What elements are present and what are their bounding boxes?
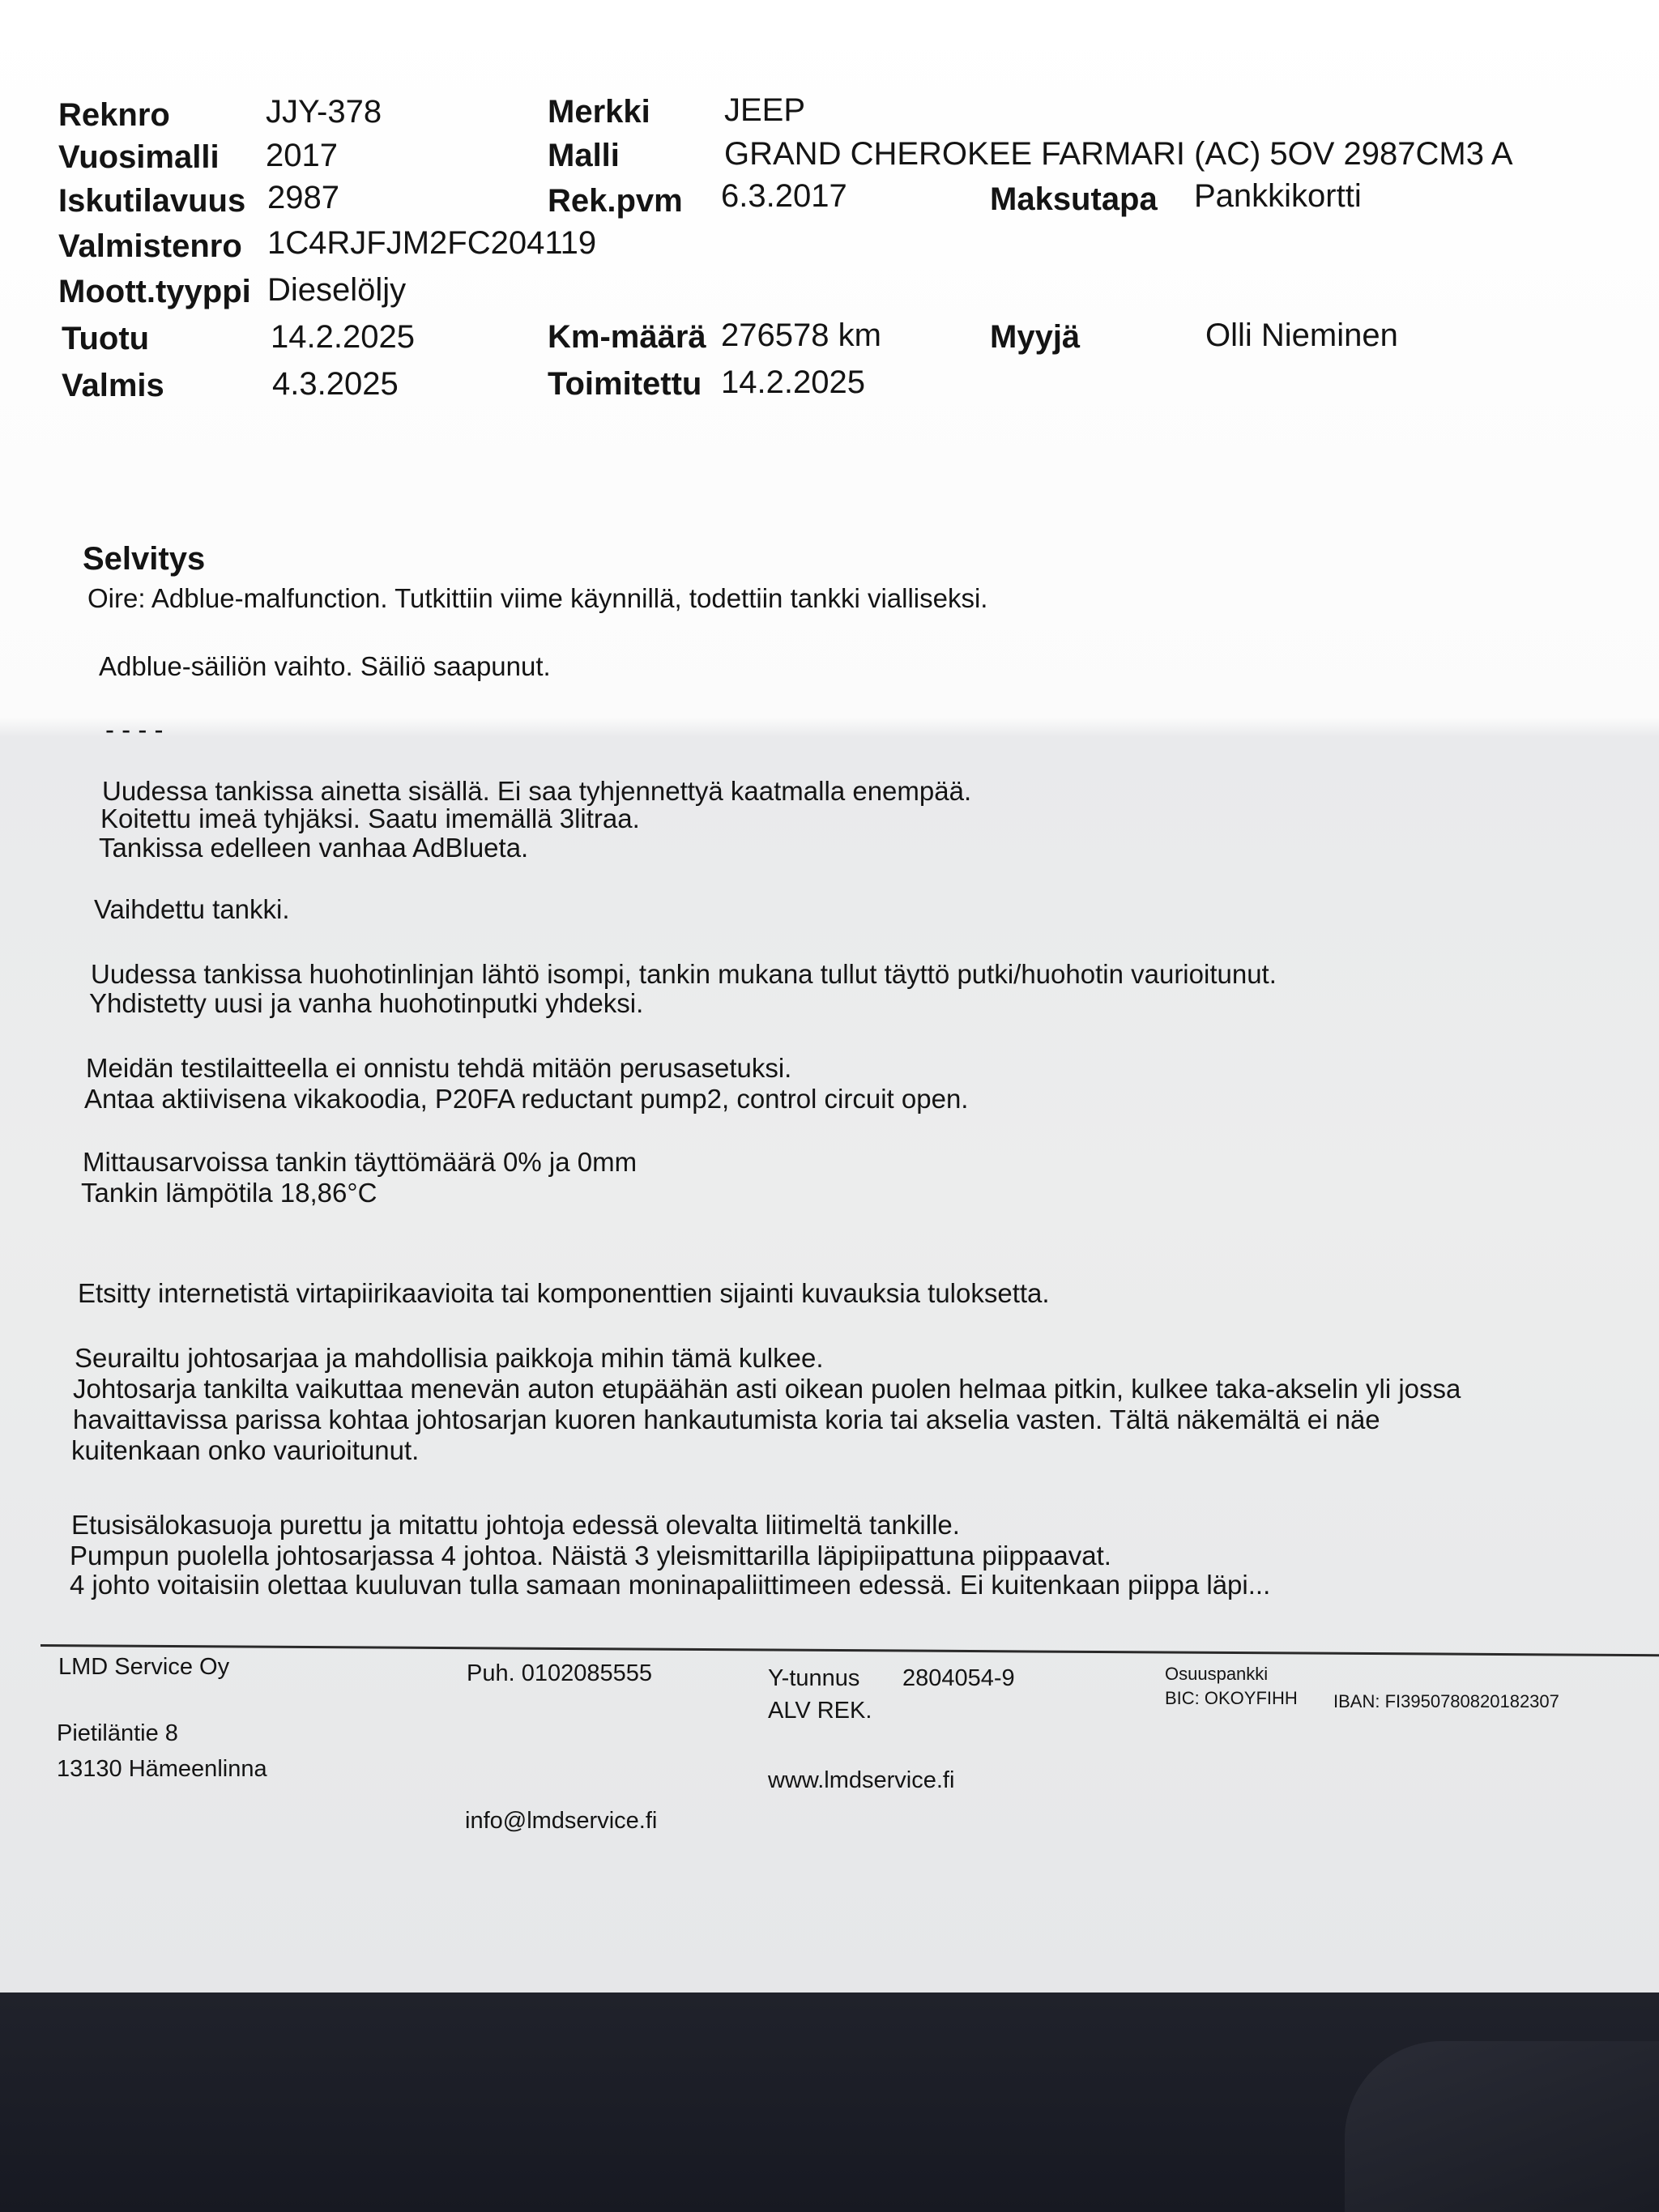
selvitys-line: Johtosarja tankilta vaikuttaa menevän auton etupäähän asti oikean puolen helmaa pitkin, kulkee taka-akselin yli jossa [73, 1374, 1461, 1404]
show-through-watermark [1013, 8, 1024, 57]
valmis-value: 4.3.2025 [272, 366, 399, 402]
myyja-label: Myyjä [990, 319, 1081, 355]
selvitys-line: havaittavissa parissa kohtaa johtosarjan kuoren hankautumista koria tai akselia vasten. Tältä näkemältä ei näe [73, 1404, 1380, 1434]
selvitys-line: Etusisälokasuoja purettu ja mitattu johtoja edessä olevalta liitimeltä tankille. [71, 1510, 960, 1540]
selvitys-line: Tankin lämpötila 18,86°C [81, 1178, 377, 1208]
email-address: info@lmdservice.fi [465, 1808, 658, 1834]
tuotu-label: Tuotu [62, 321, 150, 356]
company-name: LMD Service Oy [58, 1654, 230, 1680]
maksutapa-value: Pankkikortti [1194, 178, 1362, 214]
toimitettu-value: 14.2.2025 [721, 364, 865, 400]
selvitys-title: Selvitys [83, 541, 206, 577]
merkki-label: Merkki [548, 94, 650, 130]
reknro-value: JJY-378 [266, 94, 382, 130]
moott-tyyppi-value: Dieselöljy [267, 272, 407, 308]
vuosimalli-value: 2017 [266, 138, 338, 173]
iskutilavuus-value: 2987 [267, 180, 339, 215]
ytunnus-label: Y-tunnus [768, 1665, 860, 1691]
bank-name: Osuuspankki [1165, 1664, 1269, 1684]
selvitys-line: Yhdistetty uusi ja vanha huohotinputki yhdeksi. [89, 988, 644, 1018]
website: www.lmdservice.fi [768, 1767, 955, 1793]
selvitys-line: Antaa aktiivisena vikakoodia, P20FA reductant pump2, control circuit open. [84, 1084, 969, 1114]
myyja-value: Olli Nieminen [1205, 318, 1398, 353]
valmistenro-label: Valmistenro [58, 228, 242, 264]
selvitys-line: Koitettu imeä tyhjäksi. Saatu imemällä 3litraa. [100, 803, 640, 833]
street-address: Pietiläntie 8 [57, 1720, 178, 1746]
alv-rek: ALV REK. [768, 1698, 872, 1724]
selvitys-line: Tankissa edelleen vanhaa AdBlueta. [99, 833, 529, 863]
fabric-fold [1345, 2041, 1659, 2212]
valmistenro-value: 1C4RJFJM2FC204119 [267, 225, 597, 261]
selvitys-line: Vaihdettu tankki. [94, 894, 290, 924]
vuosimalli-label: Vuosimalli [58, 139, 220, 175]
selvitys-line: Uudessa tankissa ainetta sisällä. Ei saa tyhjennettyä kaatmalla enempää. [102, 776, 972, 806]
selvitys-line: - - - - [105, 714, 164, 744]
tuotu-value: 14.2.2025 [271, 319, 415, 355]
reknro-label: Reknro [58, 97, 170, 133]
toimitettu-label: Toimitettu [548, 366, 702, 402]
selvitys-line: Etsitty internetistä virtapiirikaavioita tai komponenttien sijainti kuvauksia tuloksetta. [78, 1278, 1050, 1308]
moott-tyyppi-label: Moott.tyyppi [58, 274, 251, 309]
ytunnus-value: 2804054-9 [902, 1665, 1015, 1691]
bic-code: BIC: OKOYFIHH [1165, 1688, 1298, 1708]
selvitys-line: Meidän testilaitteella ei onnistu tehdä mitäön perusasetuksi. [86, 1053, 792, 1083]
rek-pvm-label: Rek.pvm [548, 183, 683, 219]
selvitys-line: Oire: Adblue-malfunction. Tutkittiin viime käynnillä, todettiin tankki vialliseksi. [87, 583, 988, 613]
km-maara-label: Km-määrä [548, 319, 706, 355]
footer-divider [41, 1644, 1659, 1656]
selvitys-line: Seurailtu johtosarjaa ja mahdollisia paikkoja mihin tämä kulkee. [75, 1343, 824, 1373]
selvitys-line: Uudessa tankissa huohotinlinjan lähtö isompi, tankin mukana tullut täyttö putki/huohotin vaurioitunut. [91, 959, 1277, 989]
selvitys-line: Pumpun puolella johtosarjassa 4 johtoa. Näistä 3 yleismittarilla läpipiipattuna piippaavat. [70, 1541, 1111, 1571]
city-address: 13130 Hämeenlinna [57, 1756, 267, 1782]
merkki-value: JEEP [724, 92, 806, 128]
phone-number: Puh. 0102085555 [467, 1660, 652, 1686]
valmis-label: Valmis [62, 368, 164, 403]
iban-number: IBAN: FI3950780820182307 [1333, 1691, 1559, 1711]
selvitys-line: kuitenkaan onko vaurioitunut. [71, 1435, 420, 1465]
rek-pvm-value: 6.3.2017 [721, 178, 847, 214]
km-maara-value: 276578 km [721, 318, 881, 353]
selvitys-line: 4 johto voitaisiin olettaa kuuluvan tulla samaan moninapaliittimeen edessä. Ei kuitenkaan piippa läpi... [70, 1570, 1271, 1600]
maksutapa-label: Maksutapa [990, 181, 1158, 217]
selvitys-line: Adblue-säiliön vaihto. Säiliö saapunut. [99, 651, 551, 681]
malli-value: GRAND CHEROKEE FARMARI (AC) 5OV 2987CM3 A [724, 136, 1513, 172]
iskutilavuus-label: Iskutilavuus [58, 183, 246, 219]
selvitys-line: Mittausarvoissa tankin täyttömäärä 0% ja 0mm [83, 1147, 638, 1177]
malli-label: Malli [548, 138, 620, 173]
